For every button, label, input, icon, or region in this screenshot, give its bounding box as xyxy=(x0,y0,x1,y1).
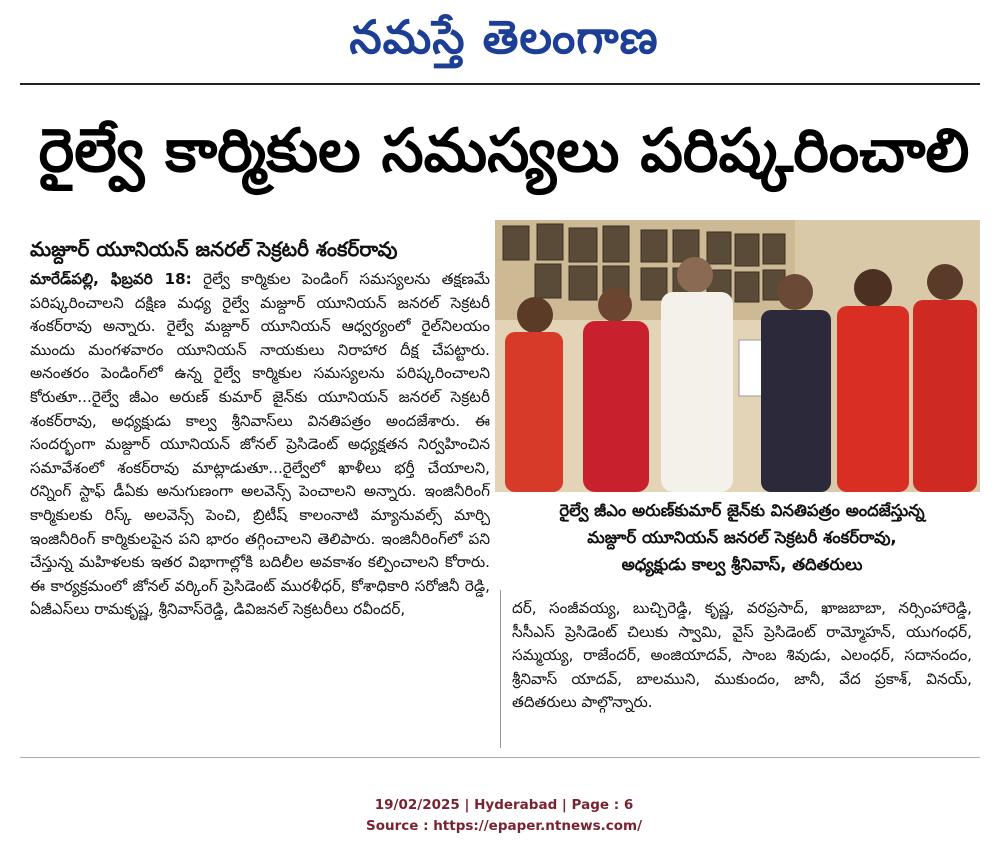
column-divider xyxy=(500,590,501,748)
article-text-left: రైల్వే కార్మికుల పెండింగ్ సమస్యలను తక్షణమే పరిష్కరించాలని దక్షిణ మధ్య రైల్వే మజ్దూర్ యూనియన్ జనరల్ సెక్రటరీ శంకర్‌రావు అన్నారు. రైల్వే మజ్దూర్ యూనియన్ ఆధ్వర్యంలో రైల్‌నిలయం ముందు మంగళవారం యూనియన్ నాయకులు నిరాహార దీక్ష చేపట్టారు. అనంతరం పెండింగ్‌లో ఉన్న రైల్వే కార్మికుల సమస్యలను పరిష్కరించాలని కోరుతూ...రైల్వే జీఎం అరుణ్ కుమార్ జైన్‌కు యూనియన్ జనరల్ సెక్రటరీ శంకర్‌రావు, అధ్యక్షుడు కాల్వ శ్రీనివాస్‌లు వినతిపత్రం అందజేశారు. ఈ సందర్భంగా మజ్దూర్ యూనియన్ జోనల్ ప్రెసిడెంట్ అధ్యక్షతన నిర్వహించిన సమావేశంలో శంకర్‌రావు మాట్లాడుతూ...రైల్వేలో ఖాళీలు భర్తీ చేయాలని, రన్నింగ్ స్టాఫ్ డీఏకు అనుగుణంగా అలవెన్స్ పెంచాలని అన్నారు. ఇంజినీరింగ్ కార్మికులకు రిస్క్ అలవెన్స్ పెంచి, బ్రిటీష్ కాలంనాటి మ్యానువల్స్ మార్చి ఇంజినీరింగ్ కార్మికులపైన పని భారం తగ్గించాలని తెలిపారు. ఇంజినీరింగ్‌లో పని చేస్తున్న మహిళలకు ఇతర విభాగాల్లోకి బదిలీల అవకాశం కల్పించాలని కోరారు. ఈ కార్యక్రమంలో జోనల్ వర్కింగ్ ప్రెసిడెంట్ మురళీధర్, కోశాధికారి సరోజినీ రెడ్డి, ఏజీఎస్‌లు రామకృష్ణ, శ్రీనివాస్‌రెడ్డి, డివిజనల్ సెక్రటరీలు రవీందర్, xyxy=(30,270,490,619)
footer-source-link[interactable]: Source : https://epaper.ntnews.com/ xyxy=(365,818,643,834)
article-headline: రైల్వే కార్మికుల సమస్యలు పరిష్కరించాలి xyxy=(38,116,970,186)
masthead xyxy=(0,6,1008,68)
page-footer xyxy=(0,795,1008,837)
article-subheadline: మజ్దూర్ యూనియన్ జనరల్ సెక్రటరీ శంకర్‌రావు xyxy=(30,237,398,261)
photo-caption-line: రైల్వే జీఎం అరుణ్‌కుమార్ జైన్‌కు వినతిపత్రం అందజేస్తున్న xyxy=(559,501,925,520)
article-body-left xyxy=(30,268,490,746)
article-bottom-divider xyxy=(20,757,980,758)
masthead-divider xyxy=(20,83,980,85)
photo-caption-line: అధ్యక్షుడు కాల్వ శ్రీనివాస్, తదితరులు xyxy=(621,555,863,574)
masthead-logo: నమస్తే తెలంగాణ xyxy=(349,10,659,64)
photo-caption-line: మజ్దూర్ యూనియన్ జనరల్ సెక్రటరీ శంకర్‌రావు, xyxy=(587,528,897,547)
footer-date-page: 19/02/2025 | Hyderabad | Page : 6 xyxy=(374,797,634,813)
news-photo xyxy=(495,220,980,492)
article-dateline: మారేడ్‌పల్లి, ఫిబ్రవరి 18: xyxy=(30,270,192,288)
news-photo-illustration xyxy=(495,220,980,492)
article-body-right: దర్, సంజీవయ్య, బుచ్చిరెడ్డి, కృష్ణ, వరప్రసాద్, ఖాజబాబా, నర్సింహారెడ్డి, సీసీఎస్ ప్రెసిడెంట్ చిలుకు స్వామి, వైస్ ప్రెసిడెంట్ రామ్మోహన్, యుగంధర్, సమ్మయ్య, రాజేందర్, అంజియాదవ్, సాంబ శివుడు, ఎలంధర్, సదానందం, శ్రీనివాస్ యాదవ్, బాలముని, ముకుందం, జానీ, వేద ప్రకాశ్, వినయ్, తదితరులు పాల్గొన్నారు. xyxy=(512,599,972,712)
photo-caption xyxy=(512,497,972,581)
